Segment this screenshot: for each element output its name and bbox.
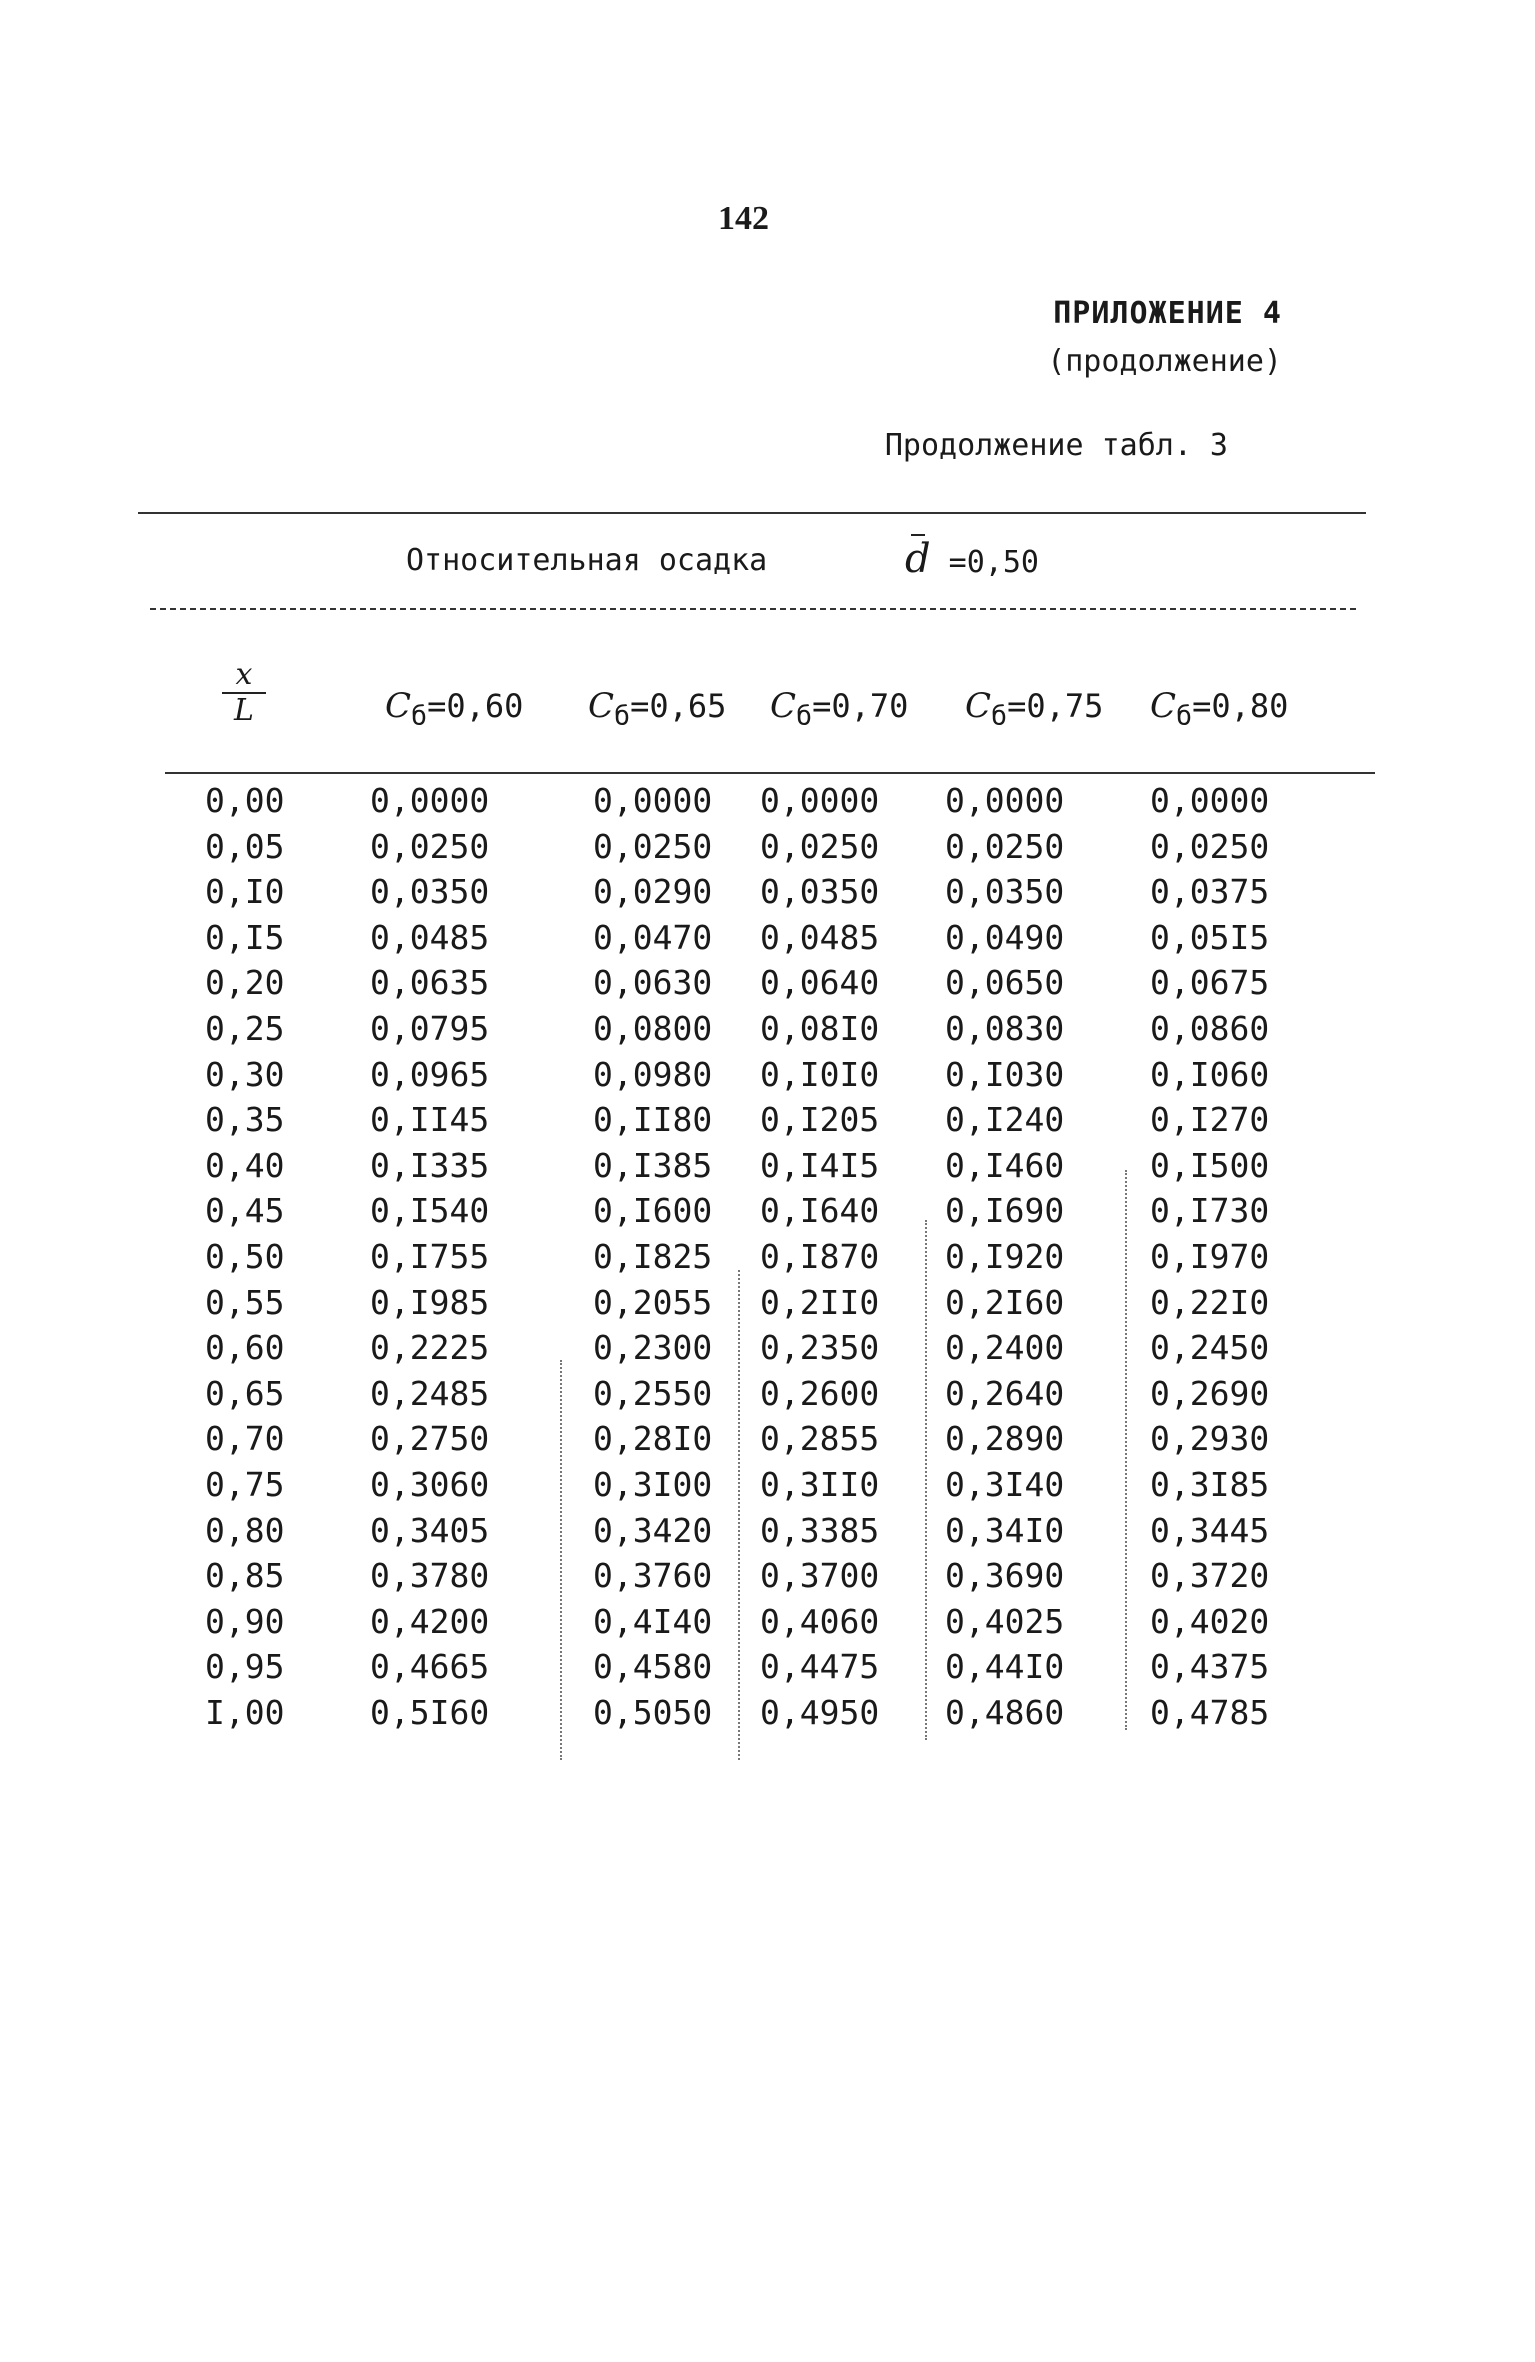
ratio-cell: 0,45 xyxy=(205,1191,285,1231)
settlement-cell: 0,0290 xyxy=(593,872,713,912)
ratio-header xyxy=(222,657,266,728)
settlement-cell: 0,2225 xyxy=(370,1328,490,1368)
settlement-cell: 0,I690 xyxy=(945,1191,1065,1231)
settlement-cell: 0,I500 xyxy=(1150,1145,1270,1185)
ratio-cell: 0,65 xyxy=(205,1373,285,1413)
d-value: =0,50 xyxy=(948,545,1039,580)
settlement-cell: 0,0250 xyxy=(945,826,1065,866)
column-value: =0,80 xyxy=(1192,687,1289,725)
settlement-cell: 0,3720 xyxy=(1150,1556,1270,1596)
table-row xyxy=(0,1143,1535,1189)
settlement-cell: 0,28I0 xyxy=(593,1419,713,1459)
settlement-cell: 0,3II0 xyxy=(760,1465,880,1504)
table-row xyxy=(0,1644,1535,1690)
ratio-cell: 0,50 xyxy=(205,1237,285,1276)
table-row xyxy=(0,1553,1535,1599)
table-row xyxy=(0,960,1535,1006)
settlement-cell: 0,3760 xyxy=(593,1556,713,1596)
settlement-cell: 0,0350 xyxy=(370,872,490,912)
settlement-cell: 0,3700 xyxy=(760,1556,880,1596)
settlement-cell: 0,2550 xyxy=(593,1373,713,1413)
settlement-cell: 0,3690 xyxy=(945,1556,1065,1596)
settlement-cell: 0,0485 xyxy=(370,917,490,957)
column-header xyxy=(385,686,523,731)
page-number: 142 xyxy=(718,200,769,237)
ratio-cell: 0,40 xyxy=(205,1145,285,1185)
table-row xyxy=(0,1508,1535,1554)
ratio-cell: 0,70 xyxy=(205,1419,285,1459)
settlement-cell: 0,I920 xyxy=(945,1237,1065,1276)
settlement-cell: 0,2450 xyxy=(1150,1328,1270,1368)
settlement-cell: 0,0630 xyxy=(593,963,713,1003)
settlement-cell: 0,I240 xyxy=(945,1100,1065,1140)
settlement-cell: 0,0000 xyxy=(760,781,880,820)
settlement-cell: 0,3385 xyxy=(760,1510,880,1550)
c-subscript: б xyxy=(991,700,1008,732)
settlement-cell: 0,5050 xyxy=(593,1693,713,1732)
ratio-cell: 0,30 xyxy=(205,1054,285,1094)
column-value: =0,65 xyxy=(630,687,727,725)
settlement-cell: 0,4475 xyxy=(760,1647,880,1687)
column-header xyxy=(770,686,908,731)
ratio-cell: 0,00 xyxy=(205,781,285,820)
settlement-cell: 0,22I0 xyxy=(1150,1282,1270,1322)
settlement-cell: 0,0250 xyxy=(370,826,490,866)
table-row xyxy=(0,1234,1535,1280)
settlement-cell: 0,3I40 xyxy=(945,1465,1065,1504)
settlement-cell: 0,I030 xyxy=(945,1054,1065,1094)
settlement-cell: 0,2750 xyxy=(370,1419,490,1459)
settlement-cell: 0,I385 xyxy=(593,1145,713,1185)
settlement-cell: 0,0490 xyxy=(945,917,1065,957)
settlement-cell: 0,3060 xyxy=(370,1465,490,1504)
table-row xyxy=(0,1097,1535,1143)
ratio-cell: 0,20 xyxy=(205,963,285,1003)
settlement-cell: 0,0635 xyxy=(370,963,490,1003)
ratio-cell: I,00 xyxy=(205,1693,285,1732)
settlement-cell: 0,3420 xyxy=(593,1510,713,1550)
table-header-rule xyxy=(165,772,1375,774)
settlement-cell: 0,3I00 xyxy=(593,1465,713,1504)
settlement-cell: 0,4025 xyxy=(945,1601,1065,1641)
settlement-cell: 0,I4I5 xyxy=(760,1145,880,1185)
settlement-cell: 0,3405 xyxy=(370,1510,490,1550)
settlement-cell: 0,08I0 xyxy=(760,1009,880,1048)
settlement-cell: 0,2690 xyxy=(1150,1373,1270,1413)
settlement-cell: 0,4060 xyxy=(760,1601,880,1641)
settlement-cell: 0,4200 xyxy=(370,1601,490,1641)
ratio-cell: 0,85 xyxy=(205,1556,285,1596)
settlement-cell: 0,4020 xyxy=(1150,1601,1270,1641)
c-symbol: C xyxy=(965,686,992,726)
table-row xyxy=(0,1188,1535,1234)
settlement-cell: 0,0375 xyxy=(1150,872,1270,912)
settlement-cell: 0,05I5 xyxy=(1150,917,1270,957)
settlement-cell: 0,2055 xyxy=(593,1282,713,1322)
settlement-cell: 0,4375 xyxy=(1150,1647,1270,1687)
settlement-cell: 0,3780 xyxy=(370,1556,490,1596)
settlement-cell: 0,0470 xyxy=(593,917,713,957)
settlement-cell: 0,4950 xyxy=(760,1693,880,1732)
settlement-cell: 0,2I60 xyxy=(945,1282,1065,1322)
settlement-cell: 0,4785 xyxy=(1150,1693,1270,1732)
settlement-cell: 0,0675 xyxy=(1150,963,1270,1003)
settlement-cell: 0,I460 xyxy=(945,1145,1065,1185)
settlement-cell: 0,II80 xyxy=(593,1100,713,1140)
c-symbol: C xyxy=(1150,686,1177,726)
settlement-cell: 0,0860 xyxy=(1150,1009,1270,1048)
table-row xyxy=(0,869,1535,915)
table-middle-rule xyxy=(150,608,1356,610)
ratio-cell: 0,55 xyxy=(205,1282,285,1322)
ratio-cell: 0,I0 xyxy=(205,872,285,912)
settlement-cell: 0,3I85 xyxy=(1150,1465,1270,1504)
table-row xyxy=(0,824,1535,870)
settlement-cell: 0,4665 xyxy=(370,1647,490,1687)
settlement-cell: 0,0795 xyxy=(370,1009,490,1048)
settlement-cell: 0,I540 xyxy=(370,1191,490,1231)
settlement-cell: 0,0650 xyxy=(945,963,1065,1003)
c-subscript: б xyxy=(411,700,428,732)
settlement-cell: 0,0250 xyxy=(593,826,713,866)
ratio-cell: 0,05 xyxy=(205,826,285,866)
column-header xyxy=(965,686,1103,731)
settlement-cell: 0,I205 xyxy=(760,1100,880,1140)
settlement-cell: 0,0350 xyxy=(760,872,880,912)
settlement-cell: 0,0000 xyxy=(370,781,490,820)
settlement-cell: 0,I060 xyxy=(1150,1054,1270,1094)
column-value: =0,70 xyxy=(812,687,909,725)
settlement-cell: 0,0000 xyxy=(1150,781,1270,820)
settlement-cell: 0,0485 xyxy=(760,917,880,957)
settlement-cell: 0,I270 xyxy=(1150,1100,1270,1140)
ratio-cell: 0,35 xyxy=(205,1100,285,1140)
table-row xyxy=(0,1462,1535,1508)
table-super-header: Относительная осадка xyxy=(406,543,768,578)
table-row xyxy=(0,1325,1535,1371)
table-row xyxy=(0,915,1535,961)
ratio-cell: 0,I5 xyxy=(205,917,285,957)
settlement-cell: 0,3445 xyxy=(1150,1510,1270,1550)
settlement-cell: 0,0830 xyxy=(945,1009,1065,1048)
c-subscript: б xyxy=(796,700,813,732)
settlement-cell: 0,I640 xyxy=(760,1191,880,1231)
column-header xyxy=(1150,686,1288,731)
d-parameter xyxy=(905,536,1039,582)
settlement-cell: 0,I600 xyxy=(593,1191,713,1231)
c-subscript: б xyxy=(1176,700,1193,732)
column-value: =0,75 xyxy=(1007,687,1104,725)
ratio-cell: 0,75 xyxy=(205,1465,285,1504)
settlement-cell: 0,0800 xyxy=(593,1009,713,1048)
settlement-cell: 0,34I0 xyxy=(945,1510,1065,1550)
settlement-cell: 0,2930 xyxy=(1150,1419,1270,1459)
settlement-cell: 0,I825 xyxy=(593,1237,713,1276)
settlement-cell: 0,I970 xyxy=(1150,1237,1270,1276)
table-row xyxy=(0,1280,1535,1326)
ratio-cell: 0,60 xyxy=(205,1328,285,1368)
appendix-subtitle: (продолжение) xyxy=(1047,344,1282,379)
settlement-cell: 0,I985 xyxy=(370,1282,490,1322)
settlement-cell: 0,2485 xyxy=(370,1373,490,1413)
settlement-cell: 0,0000 xyxy=(945,781,1065,820)
settlement-cell: 0,2855 xyxy=(760,1419,880,1459)
settlement-cell: 0,0640 xyxy=(760,963,880,1003)
ratio-numerator: x xyxy=(222,660,266,694)
settlement-cell: 0,II45 xyxy=(370,1100,490,1140)
table-row xyxy=(0,1371,1535,1417)
table-row xyxy=(0,1006,1535,1052)
column-header xyxy=(588,686,726,731)
settlement-cell: 0,0980 xyxy=(593,1054,713,1094)
settlement-cell: 0,I755 xyxy=(370,1237,490,1276)
settlement-cell: 0,2300 xyxy=(593,1328,713,1368)
c-symbol: C xyxy=(588,686,615,726)
settlement-cell: 0,2600 xyxy=(760,1373,880,1413)
settlement-cell: 0,2890 xyxy=(945,1419,1065,1459)
settlement-cell: 0,0965 xyxy=(370,1054,490,1094)
settlement-cell: 0,2350 xyxy=(760,1328,880,1368)
c-symbol: C xyxy=(770,686,797,726)
table-row xyxy=(0,1599,1535,1645)
ratio-cell: 0,80 xyxy=(205,1510,285,1550)
appendix-title: ПРИЛОЖЕНИЕ 4 xyxy=(1053,296,1282,331)
settlement-cell: 0,0250 xyxy=(1150,826,1270,866)
ratio-cell: 0,25 xyxy=(205,1009,285,1048)
ratio-denominator: L xyxy=(234,693,254,728)
appendix-heading xyxy=(1047,290,1282,386)
settlement-cell: 0,0250 xyxy=(760,826,880,866)
settlement-cell: 0,I0I0 xyxy=(760,1054,880,1094)
table-row xyxy=(0,1690,1535,1736)
settlement-cell: 0,0350 xyxy=(945,872,1065,912)
settlement-cell: 0,2II0 xyxy=(760,1282,880,1322)
settlement-cell: 0,2400 xyxy=(945,1328,1065,1368)
c-subscript: б xyxy=(614,700,631,732)
settlement-cell: 0,4580 xyxy=(593,1647,713,1687)
ratio-cell: 0,90 xyxy=(205,1601,285,1641)
table-caption: Продолжение табл. 3 xyxy=(884,428,1228,463)
table-top-rule xyxy=(138,512,1366,514)
d-symbol: d xyxy=(905,536,931,582)
settlement-cell: 0,I730 xyxy=(1150,1191,1270,1231)
table-row xyxy=(0,1416,1535,1462)
settlement-cell: 0,I870 xyxy=(760,1237,880,1276)
settlement-cell: 0,44I0 xyxy=(945,1647,1065,1687)
settlement-cell: 0,I335 xyxy=(370,1145,490,1185)
table-row xyxy=(0,1052,1535,1098)
settlement-cell: 0,4I40 xyxy=(593,1601,713,1641)
table-row xyxy=(0,778,1535,824)
settlement-cell: 0,5I60 xyxy=(370,1693,490,1732)
c-symbol: C xyxy=(385,686,412,726)
settlement-cell: 0,0000 xyxy=(593,781,713,820)
settlement-cell: 0,2640 xyxy=(945,1373,1065,1413)
column-value: =0,60 xyxy=(427,687,524,725)
settlement-cell: 0,4860 xyxy=(945,1693,1065,1732)
ratio-cell: 0,95 xyxy=(205,1647,285,1687)
